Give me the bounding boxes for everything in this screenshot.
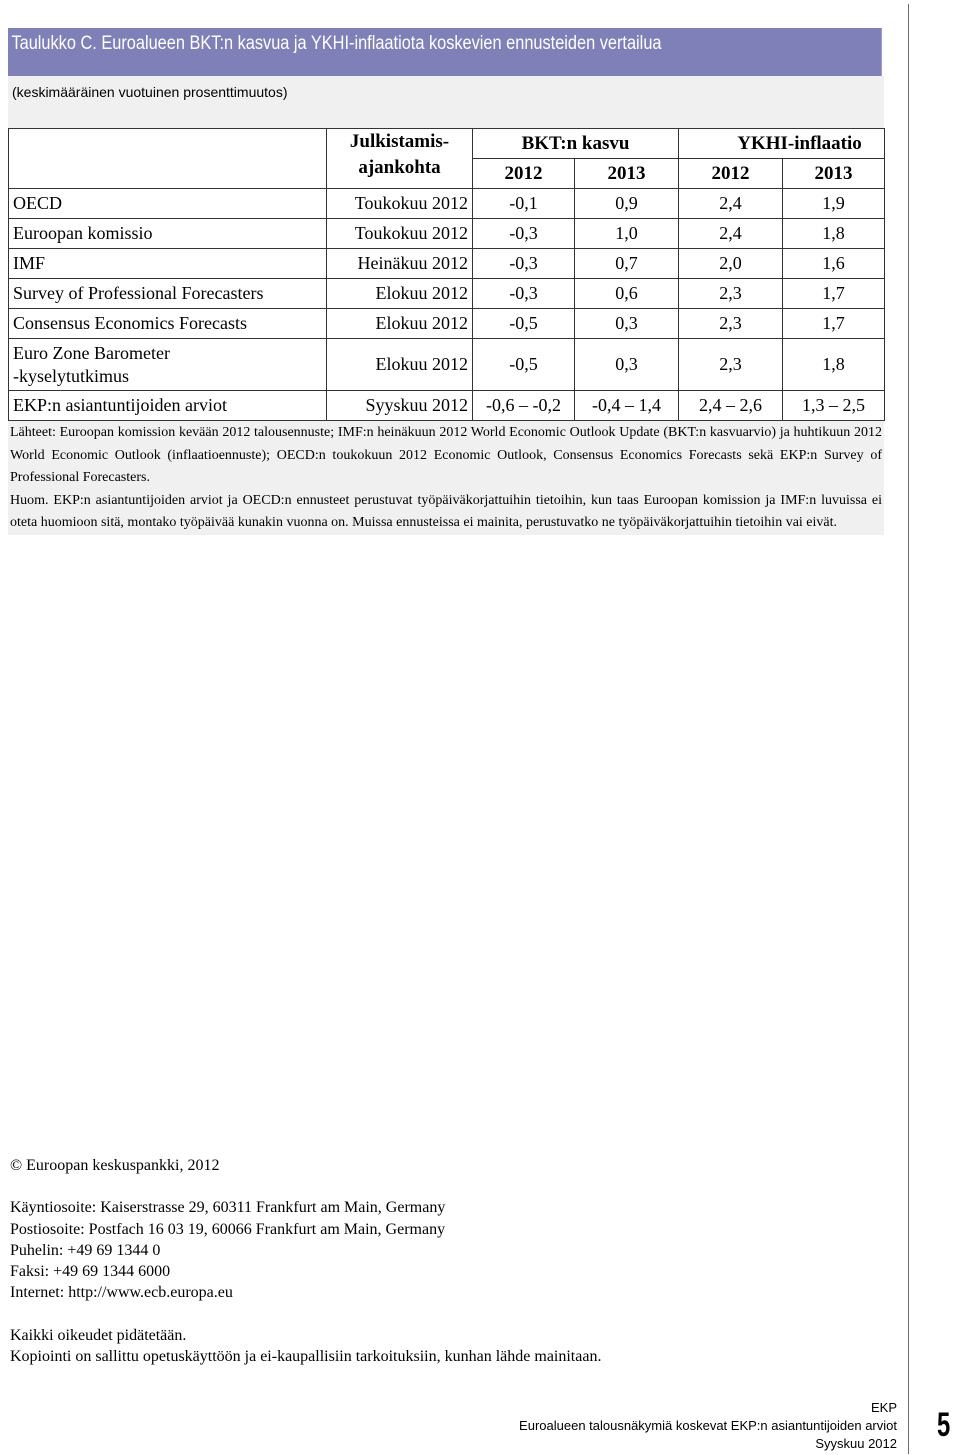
value-cell: 1,3 – 2,5 [783,391,885,421]
value-cell: 2,4 [679,189,783,219]
publisher-info [10,1155,601,1367]
header-year: 2013 [783,159,885,189]
fax-number: Faksi: +49 69 1344 6000 [10,1263,171,1281]
value-cell: 1,0 [575,219,679,249]
internet-address[interactable]: Internet: http://www.ecb.europa.eu [10,1284,233,1302]
value-cell: 2,3 [679,279,783,309]
source-cell: IMF [9,249,327,279]
value-cell: 1,9 [783,189,885,219]
table-row [9,219,885,249]
source-cell: Euroopan komissio [9,219,327,249]
value-cell: 0,3 [575,339,679,391]
value-cell: 1,8 [783,219,885,249]
copyright-line: © Euroopan keskuspankki, 2012 [10,1157,220,1174]
value-cell: 0,7 [575,249,679,279]
value-cell: 1,7 [783,309,885,339]
table-title: Taulukko C. Euroalueen BKT:n kasvua ja YKHI-inflaatiota koskevien ennusteiden vertailua [8,28,882,76]
table-row [9,279,885,309]
header-publication-date: Julkistamis- ajankohta [327,129,473,189]
value-cell: -0,3 [473,279,575,309]
value-cell: 1,8 [783,339,885,391]
date-cell: Heinäkuu 2012 [327,249,473,279]
value-cell: 2,3 [679,339,783,391]
source-cell: Survey of Professional Forecasters [9,279,327,309]
table-row [9,309,885,339]
source-cell: Consensus Economics Forecasts [9,309,327,339]
source-cell: Euro Zone Barometer -kyselytutkimus [9,339,327,391]
page-number: 5 [937,1406,951,1444]
page-divider-line [908,4,909,1454]
header-year: 2012 [473,159,575,189]
header-hicp-inflation: YKHI-inflaatio [679,129,885,159]
value-cell: 0,3 [575,309,679,339]
value-cell: -0,5 [473,309,575,339]
rights-line: Kaikki oikeudet pidätetään. [10,1326,187,1344]
date-cell: Elokuu 2012 [327,339,473,391]
value-cell: 0,6 [575,279,679,309]
running-footer-org: EKP [870,1400,897,1415]
value-cell: -0,1 [473,189,575,219]
date-cell: Toukokuu 2012 [327,219,473,249]
header-year: 2012 [679,159,783,189]
running-footer-date: Syyskuu 2012 [815,1436,897,1451]
running-footer [519,1399,897,1453]
value-cell: -0,3 [473,219,575,249]
value-cell: 2,4 – 2,6 [679,391,783,421]
value-cell: 1,6 [783,249,885,279]
table-header-row [9,129,885,159]
table-row [9,391,885,421]
header-gdp-growth: BKT:n kasvu [473,129,679,159]
value-cell: 2,4 [679,219,783,249]
value-cell: -0,6 – -0,2 [473,391,575,421]
forecast-table-block [8,28,884,535]
date-cell: Toukokuu 2012 [327,189,473,219]
copying-line: Kopiointi on sallittu opetuskäyttöön ja ei-kaupallisiin tarkoituksiin, kunhan lähde mainitaan. [10,1348,602,1366]
forecast-table [8,128,885,421]
date-cell: Elokuu 2012 [327,279,473,309]
value-cell: 2,3 [679,309,783,339]
table-row [9,339,885,391]
value-cell: -0,3 [473,249,575,279]
table-row [9,189,885,219]
table-subtitle: (keskimääräinen vuotuinen prosenttimuutos) [8,76,884,128]
date-cell: Elokuu 2012 [327,309,473,339]
value-cell: 2,0 [679,249,783,279]
value-cell: -0,5 [473,339,575,391]
header-empty-cell [9,129,327,189]
sources-note: Lähteet: Euroopan komission kevään 2012 talousennuste; IMF:n heinäkuun 2012 World Economic Outlook Update (BKT:n kasvuarvio) ja huhtikuun 2012 World Economic Outlook (inflaatioennuste); OECD:n toukokuun 2012 Economic Outlook, Consensus Economics Forecasts sekä EKP:n Survey of Professional Forecasters. [10,425,882,485]
value-cell: 1,7 [783,279,885,309]
source-cell: OECD [9,189,327,219]
table-notes [8,421,884,535]
postal-address: Postiosoite: Postfach 16 03 19, 60066 Frankfurt am Main, Germany [10,1220,446,1238]
phone-number: Puhelin: +49 69 1344 0 [10,1241,161,1259]
value-cell: -0,4 – 1,4 [575,391,679,421]
date-cell: Syyskuu 2012 [327,391,473,421]
running-footer-doc: Euroalueen talousnäkymiä koskevat EKP:n asiantuntijoiden arviot [519,1418,897,1433]
huom-note: Huom. EKP:n asiantuntijoiden arviot ja OECD:n ennusteet perustuvat työpäiväkorjattuihin tietoihin, kun taas Euroopan komission ja IMF:n luvuissa ei oteta huomioon sitä, montako työpäivää kunakin vuonna on. Muissa ennusteissa ei mainita, perustuvatko ne työpäiväkorjattuihin tietoihin vai eivät. [10,492,882,530]
table-row [9,249,885,279]
visit-address: Käyntiosoite: Kaiserstrasse 29, 60311 Frankfurt am Main, Germany [10,1199,446,1217]
source-cell: EKP:n asiantuntijoiden arviot [9,391,327,421]
value-cell: 0,9 [575,189,679,219]
header-year: 2013 [575,159,679,189]
